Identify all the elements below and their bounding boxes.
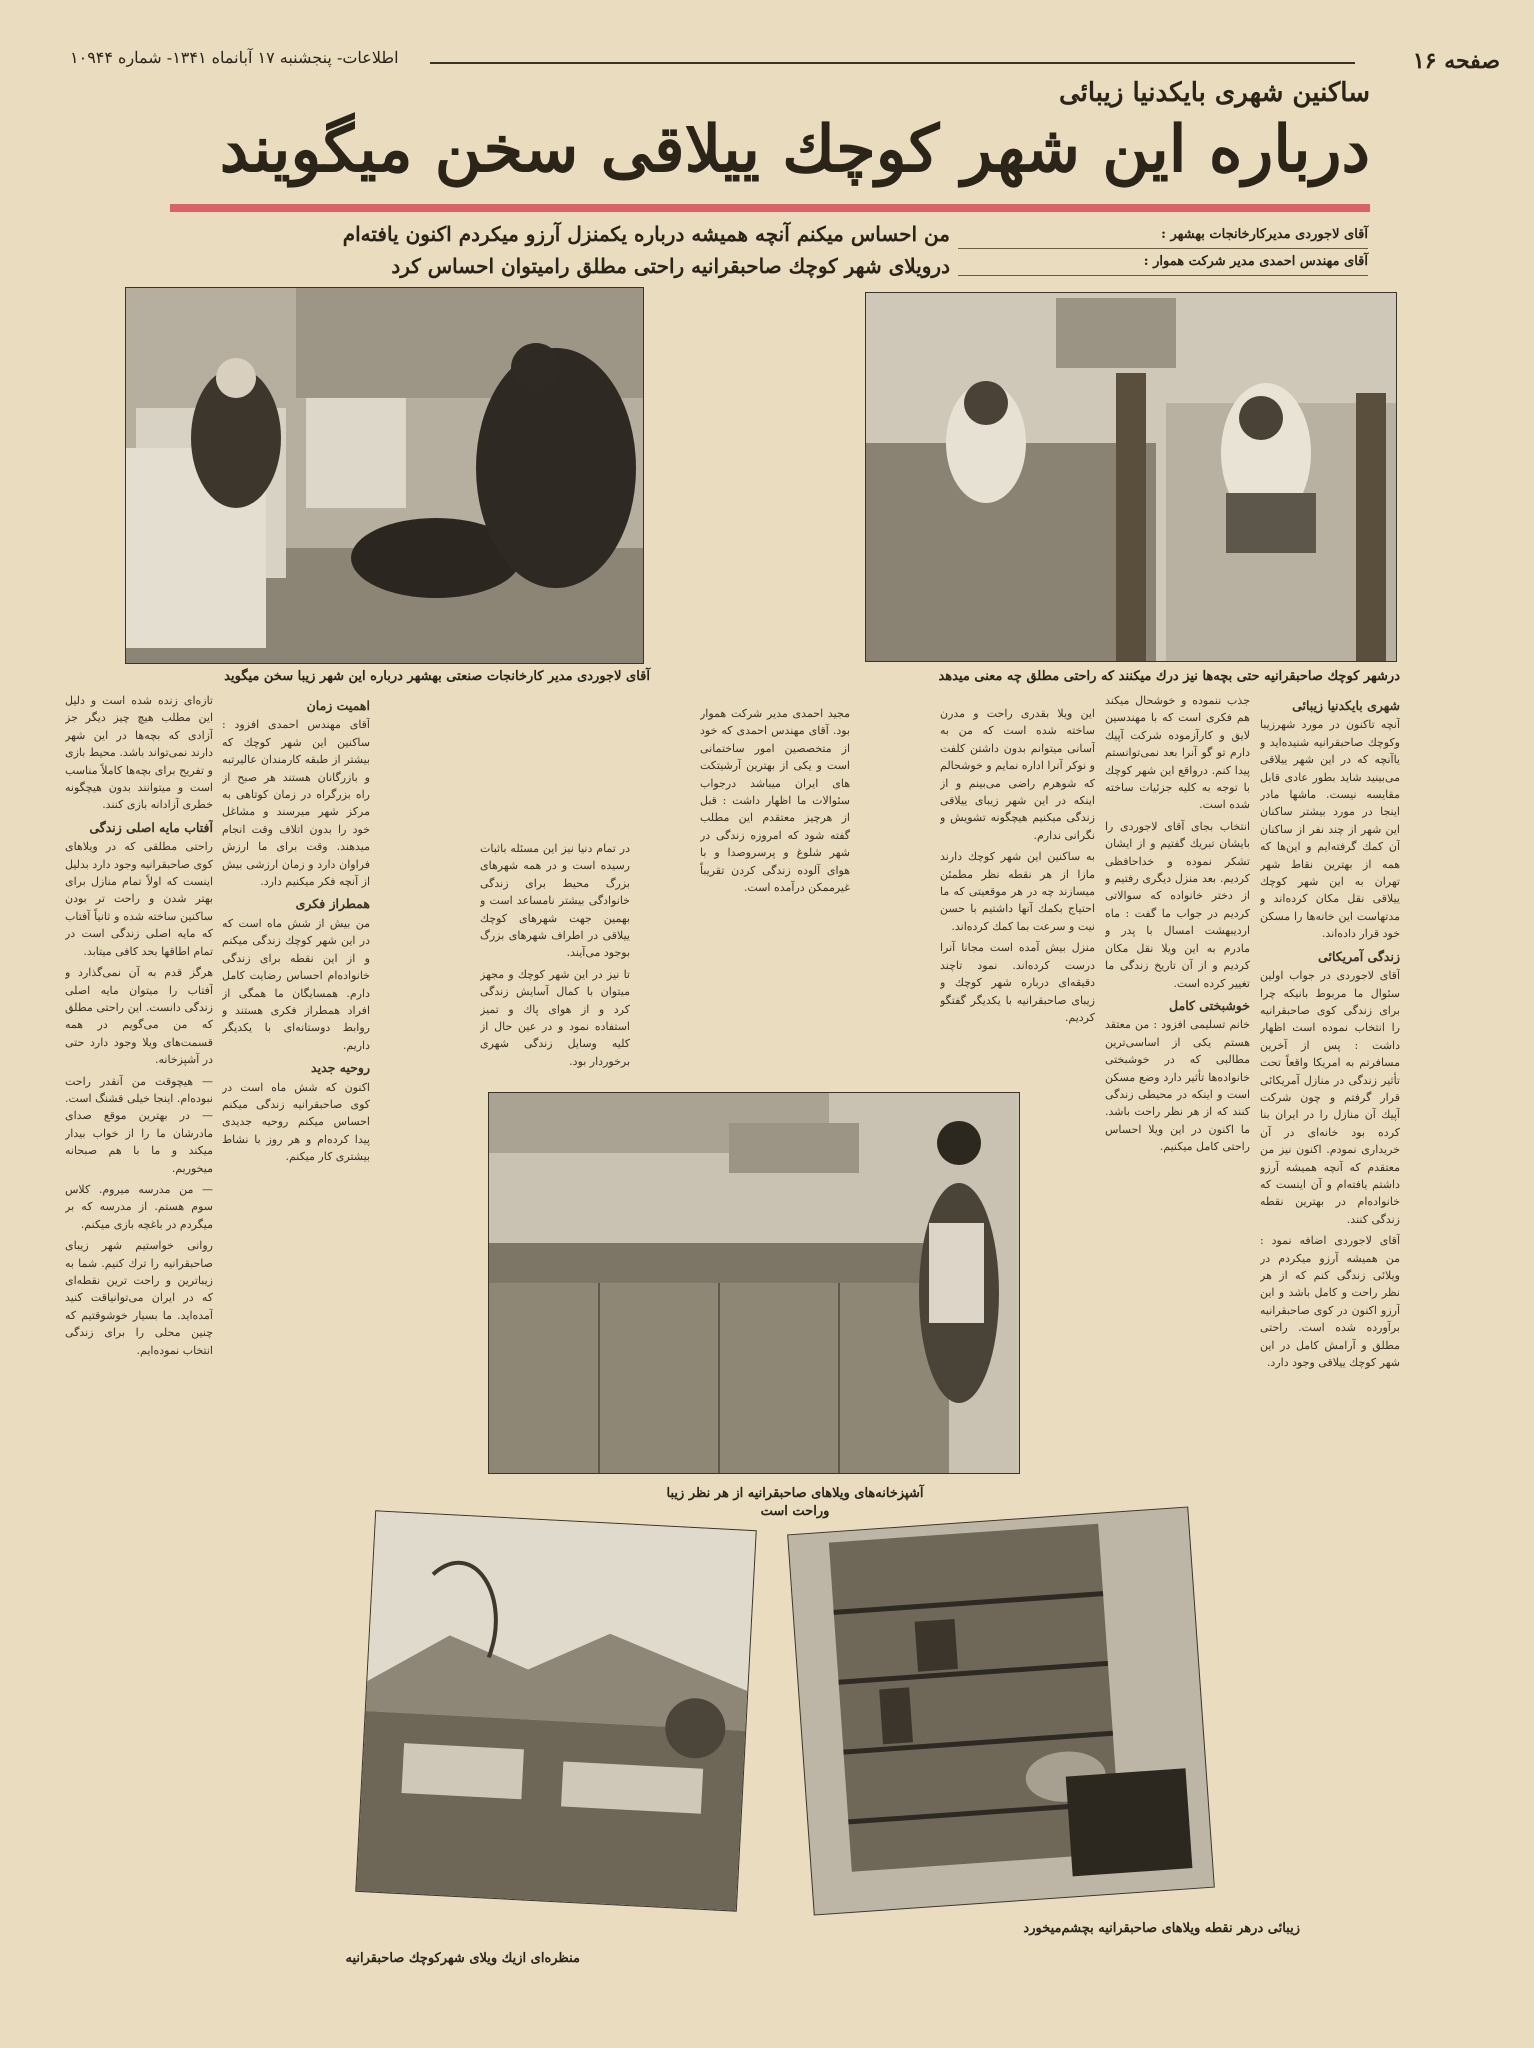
caption-town: منظره‌ای ازیك ویلای شهرکوچك صاحبقرانیه [345, 1951, 580, 1966]
caption-kitchen-line-1: آشپزخانه‌های ویلاهای صاحبقرانیه از هر نظر زیبا [666, 1486, 924, 1501]
column-3-para-3: منزل بیش آمده است مجانا آنرا درست کرده‌اند. نمود تاچند دقیقه‌ای درباره شهر کوچك و زیبای صاحبقرانیه با یکدیگر گفتگو کردیم. [940, 941, 1095, 1024]
subhead-city: شهری بایکدنیا زیبائی [1292, 698, 1400, 713]
pull-quote-line-2: درویلای شهر کوچك صاحبقرانیه راحتی مطلق رامیتوان احساس کرد [391, 254, 950, 278]
column-4-para-2: در تمام دنیا نیز این مسئله باثبات رسیده است و در همه شهرهای بزرگ محیط برای زندگی خانوادگی بیشتر نامساعد است و بهمین جهت شهرهای کوچك ییلاقی در اطراف شهرهای بزرگ بوجود می‌آیند. [480, 842, 630, 960]
column-3-para-1: این ویلا بقدری راحت و مدرن ساخته شده است که من به آسانی میتوانم بدون داشتن کلفت و نوکر آنرا اداره نمایم و خوشحالم که شوهرم راضی می‌بینم و از اینکه در این شهر زیبای ییلاقی زندگی میکنیم هیچگونه تشویش و نگرانی ندارم. [940, 707, 1095, 842]
column-6-para-4: — هیچوقت من آنقدر راحت نبوده‌ام. اینجا خیلی قشنگ است. — در بهترین موقع صدای مادرشان ما را از خواب بیدار میکند و ما با هم صبحانه میخوریم. [65, 1074, 213, 1175]
pull-quote-line-1: من احساس میکنم آنچه همیشه درباره یكمنزل آرزو میکردم اکنون یافته‌ام [342, 222, 950, 246]
text-column-3 [940, 705, 1095, 1090]
text-column-4a [700, 705, 850, 1090]
column-2-para-3: خانم تسلیمی افزود : من معتقد هستم یکی از اساسی‌ترین مطالبی که در خوشبختی خانواده‌ها تأثیر دارد وضع مسکن است و اینکه در محیطی زندگی کنند که از هر نظر راحت باشد. ما اکنون در این ویلا احساس راحتی کامل میکنیم. [1105, 1018, 1250, 1154]
column-3-para-2: به ساکنین این شهر کوچك دارند مازا از هر نقطه نظر مطمئن میسازند چه در هر موقعیتی که ما احتیاج بکمك آنها داشتیم با حسن نیت و سرعت بما کمك کرده‌اند. [940, 850, 1095, 933]
subhead-time: اهمیت زمان [306, 698, 370, 713]
caption-shelves: زیبائی درهر نقطه ویلاهای صاحبقرانیه بچشم‌میخورد [1023, 1921, 1300, 1936]
column-5-para-3: اکنون که شش ماه است در کوی صاحبقرانیه زندگی میکنم احساس میکنم روحیه جدیدی پیدا کرده‌ام و هر روز با نشاط بیشتری کار میکنم. [222, 1080, 370, 1164]
caption-kitchen-line-2: وراحت است [760, 1504, 830, 1519]
text-column-5 [222, 692, 370, 1507]
column-1-para-1: آنچه تاکنون در مورد شهرزیبا وکوچك صاحبقرانیه شنیده‌اید و یاآنچه که در این شهر ییلاقی می‌بینید شاید بطور عادی قابل مقایسه نیست. ماشها مادر اینجا در مورد بیشتر ساکنان این شهر از چند نفر از ساکنان آن کمك گرفته‌ایم و این‌ها که همه از بهترین نقاط شهر تهران به این شهر کوچك ییلاقی نقل مکان کرده‌اند و مدتهاست این خانه‌ها را مسکن خود قرار داده‌اند. [1260, 718, 1400, 941]
column-6-para-5: — من مدرسه میروم. کلاس سوم هستم. از مدرسه که بر میگردم در باغچه بازی میکنم. [65, 1182, 213, 1231]
page-number: صفحه ۱۶ [1412, 48, 1500, 74]
photo-shelves [787, 1506, 1215, 1915]
issue-line: اطلاعات- پنجشنبه ۱۷ آبانماه ۱۳۴۱- شماره ۱۰۹۴۴ [70, 48, 399, 67]
bylines [958, 222, 1368, 276]
header-rule [430, 62, 1355, 64]
caption-children: درشهر کوچك صاحبقرانیه حتی بچه‌ها نیز درك میکنند که راحتی مطلق چه معنی میدهد [938, 669, 1400, 684]
kicker: ساکنین شهری بایکدنیا زیبائی [1058, 78, 1370, 108]
pull-quote [290, 218, 950, 282]
text-column-4b [480, 840, 630, 1090]
column-5-para-2: من بیش از شش ماه است که در این شهر کوچك زندگی میکنم و از این نقطه برای زندگی خانواده‌ام احساس رضایت کامل دارم. همسایگان ما همگی از افراد همطراز فکری هستند و روابط دوستانه‌ای با یکدیگر داریم. [222, 916, 370, 1052]
headline: درباره این شهر کوچك ییلاقی سخن میگویند [219, 112, 1370, 187]
column-5-para-1: آقای مهندس احمدی افزود : ساکنین این شهر کوچك که بیشتر از طبقه کارمندان عالیرتبه و بازرگانان هستند هر صبح از راه بزرگراه در زمان کوتاهی به مرکز شهر میرسند و مشاغل خود را بدون اتلاف وقت انجام میدهند. وقت برای ما ارزش فراوان دارد و زمان ارزشی بیش از آنچه فکر میکنیم دارد. [222, 718, 370, 889]
column-6-para-1: تازه‌ای زنده شده است و دلیل این مطلب هیچ چیز دیگر جز آزادی که بچه‌ها در این شهر دارند نمی‌تواند باشد. محیط بازی و تفریح برای بچه‌ها کاملاً مناسب است و میتوانند بدون هیچگونه خطری آزادانه بازی کنند. [65, 694, 213, 812]
text-column-6 [65, 692, 213, 2027]
photo-children-bedroom [865, 292, 1397, 662]
subhead-sunlight: آفتاب مایه اصلی زندگی [89, 819, 213, 835]
byline-ahmadi: آقای مهندس احمدی مدیر شرکت هموار : [958, 249, 1368, 276]
column-4-para-3: تا نیز در این شهر کوچك و مجهز میتوان با کمال آسایش زندگی کرد و از هوای پاك و تمیز استفاده نمود و در عین حال از کلیه وسایل زندگی شهری برخوردار بود. [480, 967, 630, 1068]
column-6-para-3: هرگز قدم به آن نمی‌گذارد و آفتاب را میتوان مایه اصلی زندگی دانست. این راحتی مطلق که من می‌گویم در همه قسمت‌های ویلا وجود دارد حتی در آشپزخانه. [65, 966, 213, 1067]
subhead-spirit: روحیه جدید [311, 1060, 370, 1076]
subhead-peers: همطراز فکری [295, 896, 370, 912]
column-6-para-2: راحتی مطلقی که در ویلاهای کوی صاحبقرانیه وجود دارد بدلیل اینست که اولاً تمام منازل برای بهتر شدن و راحت تر بودن ساکنین ساخته شده و ثانیاً آفتاب که مایه اصلی زندگی است در تمام اطاقها بحد کافی میتابد. [65, 840, 213, 958]
subhead-american-life: زندگی آمریکائی [1318, 948, 1400, 964]
column-2-para-1: جذب ننموده و خوشحال میکند هم فکری است که با مهندسین لایق و کارآزموده شرکت آپیك دارم تو گو آنرا بعد نمی‌توانستم پیدا کنم. درواقع این شهر کوچك با توجه به کلیه جزئیات ساخته شده است. [1105, 694, 1250, 812]
red-divider [170, 204, 1370, 212]
photo-kitchen [488, 1092, 1020, 1474]
subhead-happiness: خوشبختی کامل [1169, 997, 1250, 1013]
photo-interview [125, 287, 644, 664]
byline-lajevardi: آقای لاجوردی مدیرکارخانجات بهشهر : [958, 222, 1368, 249]
column-2-para-2: انتخاب بجای آقای لاجوردی را بایشان تبریك گفتیم و از ایشان تشکر نموده و خداحافظی کردیم. بعد منزل دیگری رفتیم و از دختر خانواده که سوالاتی کردیم در جواب ما گفت : ماه اردیبهشت امسال با پدر و مادرم به این ویلا نقل مکان کردیم و از آن تاریخ زندگی ما تغییر کرده است. [1105, 819, 1250, 990]
caption-interview: آقای لاجوردی مدیر کارخانجات صنعتی بهشهر درباره این شهر زیبا سخن میگوید [224, 669, 650, 684]
column-4-para-1: مجید احمدی مدیر شرکت هموار بود. آقای مهندس احمدی که خود از متخصصین امور ساختمانی است و یکی از بهترین آرشیتکت های ایران میباشد درجواب سئوالات ما اظهار داشت : قبل از هرچیز معتقدم این مطلب گفته شود که امروزه زندگی در شهر شلوغ و پرسروصدا و با هوای آلوده زندگی کردن تقریباً غیرممکن درآمده است. [700, 707, 850, 895]
photo-town [355, 1510, 756, 1911]
column-1-para-3: آقای لاجوردی اضافه نمود : من همیشه آرزو میکردم در ویلائی زندگی کنم که از هر نظر راحت و کامل باشد و این آرزو اکنون در کوی صاحبقرانیه برآورده شده است. راحتی مطلق و آرامش کامل در این شهر کوچك ییلاقی وجود دارد. [1260, 1234, 1400, 1370]
text-column-1 [1260, 692, 1400, 2017]
column-1-para-2: آقای لاجوردی در جواب اولین سئوال ما مربوط بانیکه چرا برای زندگی کوی صاحبقرانیه را انتخاب نموده است اظهار داشت : پس از آخرین مسافرتم به امریکا واقعاً تحت تأثیر زندگی در منازل آمریکائی قرار گرفتم و چون شرکت آپیك آن منازل را در ایران بنا کرده بود خانه‌ای در آن خریداری نمودم. اکنون نیز من معتقدم که آنچه همیشه آرزو داشتم یافته‌ام و آن اینست که خانواده‌ام در بهترین نقطه زندگی کنند. [1260, 969, 1400, 1226]
caption-kitchen [570, 1485, 1020, 1521]
column-6-para-6: روانی خواستیم شهر زیبای صاحبقرانیه را ترك کنیم. شما به زیباترین و راحت ترین نقطه‌ای که در ایران می‌توانیاقت کنید آمده‌اید. ما بسیار خوشوقتیم که چنین محلی را برای زندگی انتخاب نموده‌ایم. [65, 1239, 213, 1357]
text-column-2 [1105, 692, 1250, 1587]
